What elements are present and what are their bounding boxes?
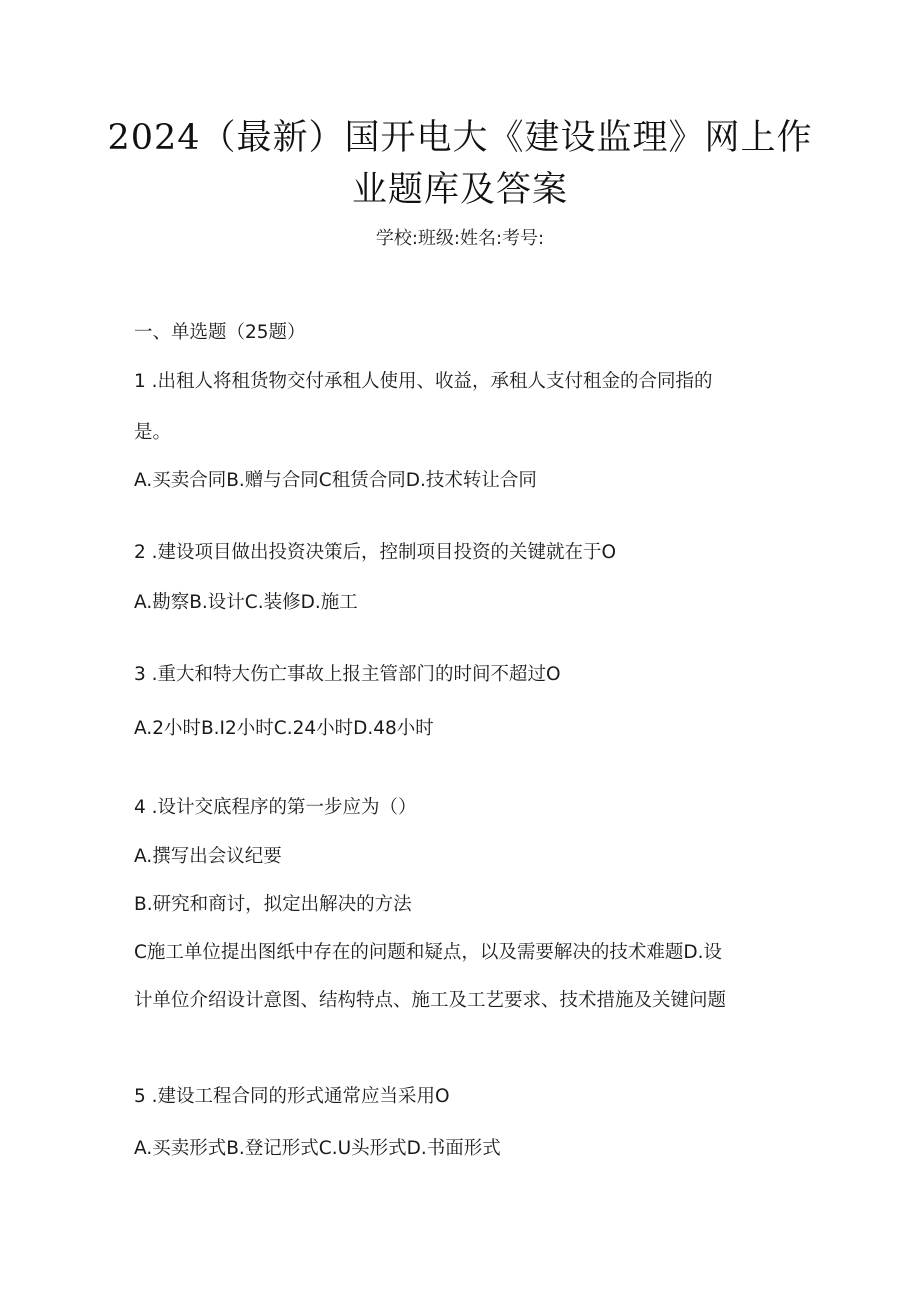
question-4-option-a: A.撰写出会议纪要 bbox=[134, 846, 282, 867]
question-1-text: 1 .出租人将租货物交付承租人使用、收益，承租人支付租金的合同指的 bbox=[134, 371, 713, 392]
section-heading: 一、单选题（25题） bbox=[134, 322, 306, 343]
question-5-text: 5 .建设工程合同的形式通常应当采用O bbox=[134, 1086, 450, 1107]
question-5-options: A.买卖形式B.登记形式C.U头形式D.书面形式 bbox=[134, 1138, 501, 1159]
document-title-line-1: 2024（最新）国开电大《建设监理》网上作 bbox=[107, 118, 813, 158]
question-4-option-d-cont: 计单位介绍设计意图、结构特点、施工及工艺要求、技术措施及关键问题 bbox=[134, 990, 727, 1011]
question-4-option-c: C施工单位提出图纸中存在的问题和疑点，以及需要解决的技术难题D.设 bbox=[134, 942, 723, 963]
student-info-line: 学校:班级:姓名:考号: bbox=[375, 228, 545, 249]
question-2-options: A.勘察B.设计C.装修D.施工 bbox=[134, 592, 358, 613]
question-1-options: A.买卖合同B.赠与合同C租赁合同D.技术转让合同 bbox=[134, 470, 537, 491]
question-2-text: 2 .建设项目做出投资决策后，控制项目投资的关键就在于O bbox=[134, 542, 617, 563]
question-3-text: 3 .重大和特大伤亡事故上报主管部门的时间不超过O bbox=[134, 664, 561, 685]
question-1-text-cont: 是。 bbox=[134, 422, 172, 443]
question-4-option-b: B.研究和商讨，拟定出解决的方法 bbox=[134, 894, 412, 915]
document-title-line-2: 业题库及答案 bbox=[351, 170, 568, 210]
question-4-text: 4 .设计交底程序的第一步应为（） bbox=[134, 797, 417, 818]
question-3-options: A.2小时B.I2小时C.24小时D.48小时 bbox=[134, 718, 434, 739]
